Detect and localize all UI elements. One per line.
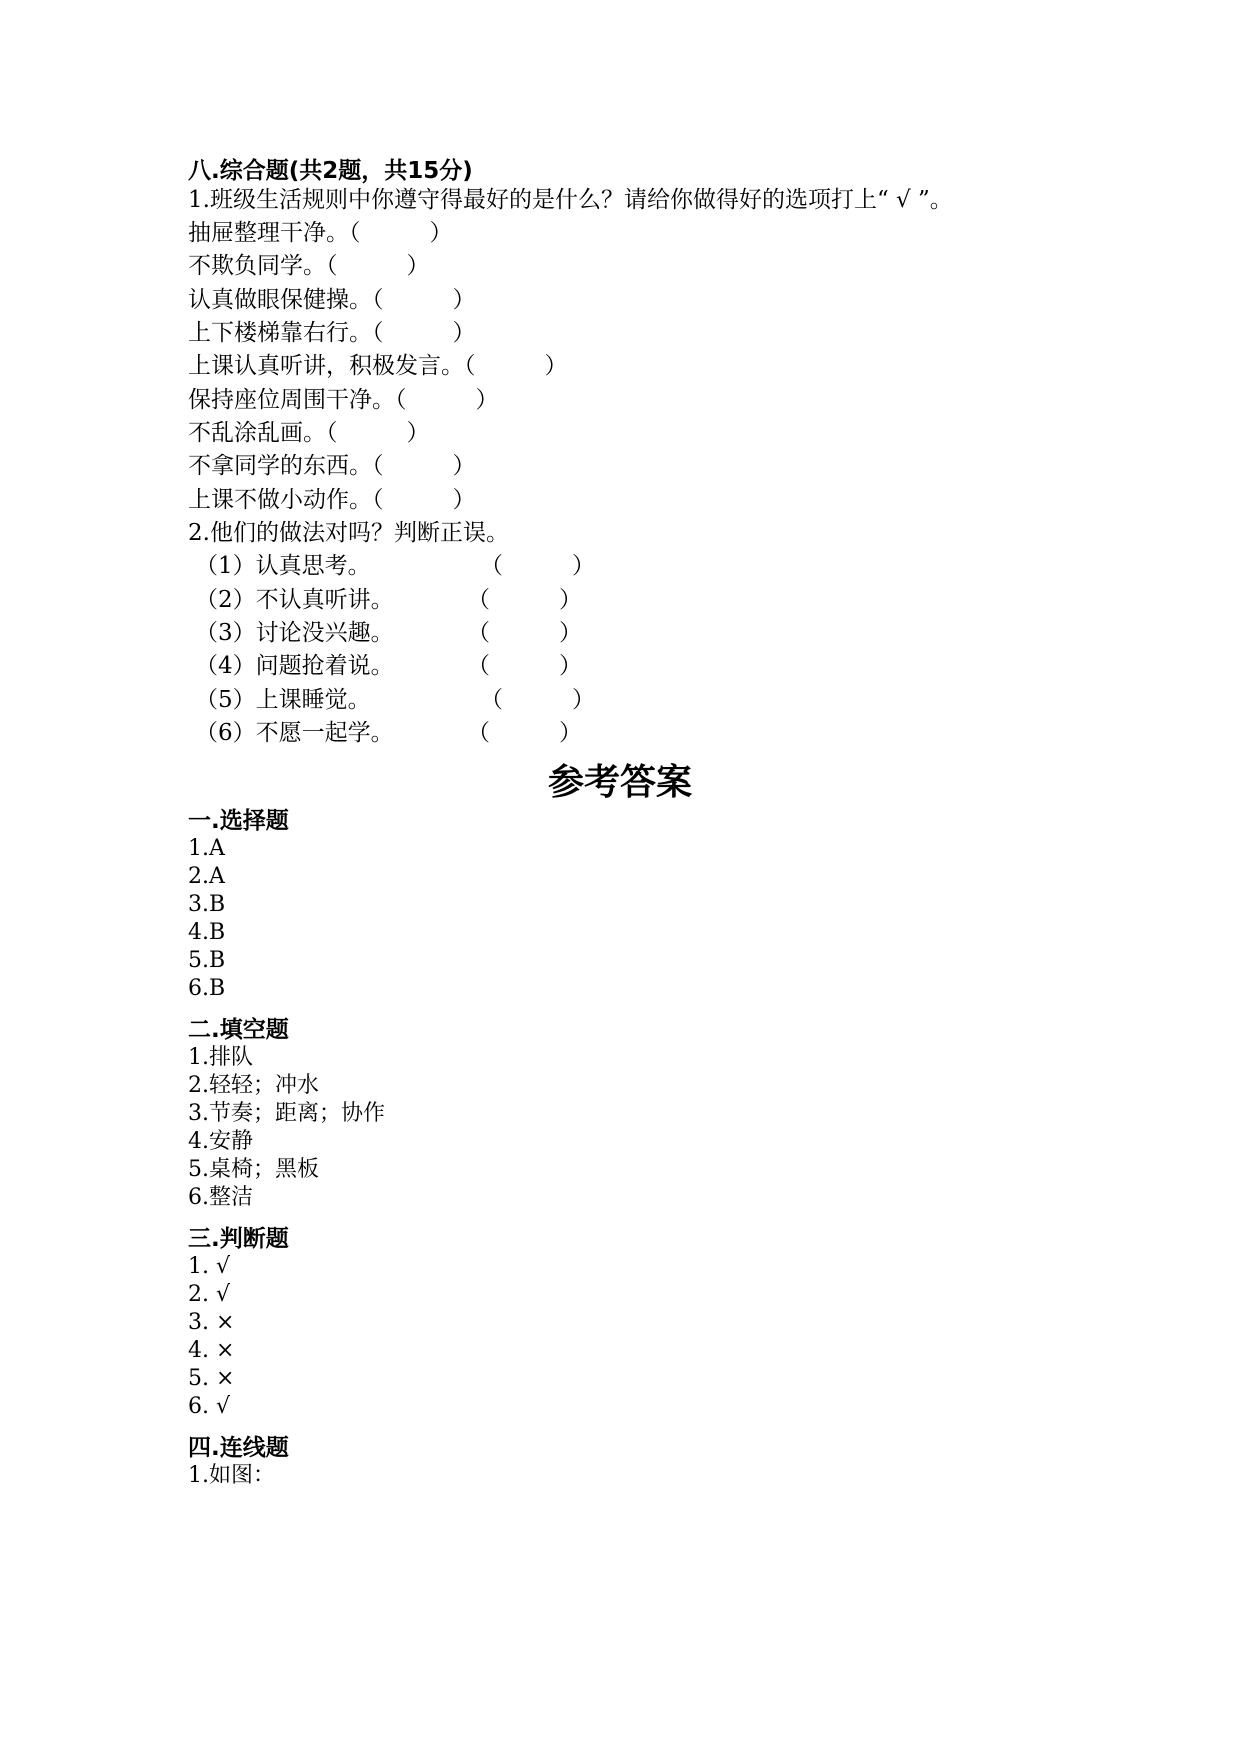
- answer-item: 3. ×: [188, 1310, 235, 1335]
- answer-item: 6.B: [188, 976, 226, 1001]
- q2-item: [195, 586, 582, 614]
- q1-item: 上课不做小动作。（ ）: [188, 487, 476, 513]
- q1-item: 上下楼梯靠右行。（ ）: [188, 320, 476, 346]
- answers-section-2-heading: 二.填空题: [188, 1017, 289, 1043]
- answer-item: 6.整洁: [188, 1185, 253, 1210]
- answers-section-4-heading: 四.连线题: [188, 1435, 289, 1461]
- answer-item: 2.轻轻；冲水: [188, 1073, 319, 1098]
- q2-item: [195, 686, 595, 714]
- question-1: 1.班级生活规则中你遵守得最好的是什么？请给你做得好的选项打上“ √ ”。: [188, 187, 953, 213]
- answer-blank: （ ）: [467, 587, 582, 613]
- q2-item-text: （3）讨论没兴趣。: [195, 620, 394, 646]
- q1-item: 保持座位周围干净。（ ）: [188, 387, 499, 413]
- answer-item: 6. √: [188, 1394, 231, 1419]
- q2-item: [195, 652, 582, 680]
- q2-item: [195, 719, 582, 747]
- answer-blank: （ ）: [480, 687, 595, 713]
- answer-item: 5.B: [188, 948, 226, 973]
- q2-item: [195, 552, 595, 580]
- answers-section-3-heading: 三.判断题: [188, 1226, 289, 1252]
- q2-item-text: （6）不愿一起学。: [195, 720, 394, 746]
- q1-item: 上课认真听讲，积极发言。（ ）: [188, 353, 568, 379]
- answer-item: 1.排队: [188, 1045, 253, 1070]
- q2-item-text: （1）认真思考。: [195, 553, 371, 579]
- q2-item: [195, 619, 582, 647]
- answer-item: 3.B: [188, 892, 226, 917]
- answer-item: 5. ×: [188, 1366, 235, 1391]
- question-2: 2.他们的做法对吗？判断正误。: [188, 520, 509, 546]
- q1-item: 不乱涂乱画。（ ）: [188, 420, 430, 446]
- answer-blank: （ ）: [467, 720, 582, 746]
- answer-item: 4. ×: [188, 1338, 235, 1363]
- answer-item: 5.桌椅；黑板: [188, 1157, 319, 1182]
- answer-item: 4.B: [188, 920, 226, 945]
- answer-item: 1. √: [188, 1254, 231, 1279]
- answer-blank: （ ）: [467, 620, 582, 646]
- answer-blank: （ ）: [480, 553, 595, 579]
- answer-blank: （ ）: [467, 653, 582, 679]
- answers-section-1-heading: 一.选择题: [188, 808, 289, 834]
- q2-item-text: （2）不认真听讲。: [195, 587, 394, 613]
- answer-item: 3.节奏；距离；协作: [188, 1101, 385, 1126]
- q1-item: 不欺负同学。（ ）: [188, 253, 430, 279]
- answer-key-title: 参考答案: [547, 762, 692, 803]
- section-8-heading: 八.综合题(共2题，共15分): [188, 158, 473, 184]
- answer-item: 1.如图：: [188, 1463, 275, 1488]
- answer-item: 2.A: [188, 864, 225, 889]
- answer-item: 1.A: [188, 836, 225, 861]
- q2-item-text: （5）上课睡觉。: [195, 687, 371, 713]
- q1-item: 认真做眼保健操。（ ）: [188, 287, 476, 313]
- q1-item: 抽屉整理干净。（ ）: [188, 220, 453, 246]
- answer-item: 2. √: [188, 1282, 231, 1307]
- answer-item: 4.安静: [188, 1129, 253, 1154]
- q2-item-text: （4）问题抢着说。: [195, 653, 394, 679]
- q1-item: 不拿同学的东西。（ ）: [188, 453, 476, 479]
